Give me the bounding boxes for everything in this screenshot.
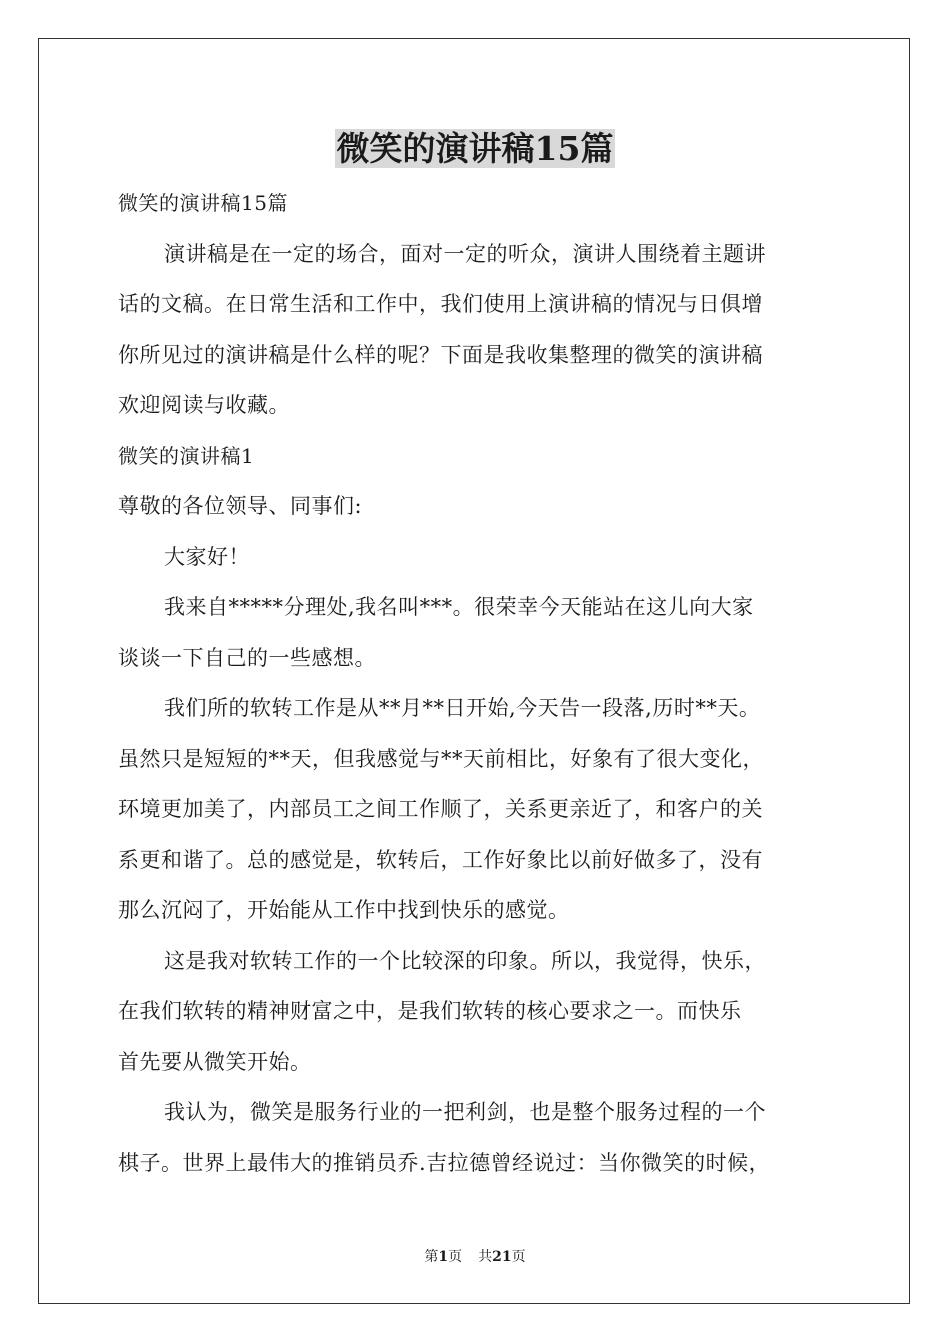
paragraph-line: 欢迎阅读与收藏。	[118, 393, 290, 417]
paragraph-line: 我们所的软转工作是从**月**日开始,今天告一段落,历时**天。	[164, 696, 761, 720]
section-heading: 微笑的演讲稿1	[118, 443, 255, 468]
paragraph-line: 谈谈一下自己的一些感想。	[118, 645, 376, 670]
paragraph-line: 那么沉闷了，开始能从工作中找到快乐的感觉。	[118, 898, 570, 922]
current-page-number: 1	[438, 1249, 449, 1265]
paragraph-line: 话的文稿。在日常生活和工作中，我们使用上演讲稿的情况与日俱增	[118, 292, 763, 316]
paragraph-line: 系更和谐了。总的感觉是，软转后，工作好象比以前好做多了，没有	[118, 847, 763, 872]
paragraph-line: 演讲稿是在一定的场合，面对一定的听众，演讲人围绕着主题讲	[164, 241, 766, 266]
paragraph-line: 虽然只是短短的**天，但我感觉与**天前相比，好象有了很大变化，	[118, 746, 764, 771]
total-label-post: 页	[511, 1249, 526, 1265]
document-body	[118, 178, 842, 1188]
page-label-pre: 第	[424, 1249, 439, 1265]
salutation-line: 尊敬的各位领导、同事们:	[118, 494, 363, 518]
document-title	[0, 124, 950, 174]
paragraph-line: 我来自*****分理处,我名叫***。很荣幸今天能站在这儿向大家	[164, 595, 754, 619]
total-label-pre: 共	[478, 1249, 493, 1265]
paragraph-line: 环境更加美了，内部员工之间工作顺了，关系更亲近了，和客户的关	[118, 797, 763, 821]
page-label-post: 页	[448, 1249, 463, 1265]
paragraph-line: 在我们软转的精神财富之中，是我们软转的核心要求之一。而快乐	[118, 999, 742, 1023]
paragraph-line: 你所见过的演讲稿是什么样的呢？下面是我收集整理的微笑的演讲稿	[118, 342, 763, 367]
paragraph-line: 首先要从微笑开始。	[118, 1049, 312, 1074]
page-footer	[0, 1247, 950, 1267]
greeting-line: 大家好！	[164, 544, 250, 569]
paragraph-line: 棋子。世界上最伟大的推销员乔.吉拉德曾经说过：当你微笑的时候，	[118, 1150, 771, 1175]
paragraph-line: 我认为，微笑是服务行业的一把利剑，也是整个服务过程的一个	[164, 1100, 766, 1124]
total-page-count: 21	[492, 1249, 512, 1265]
paragraph-line: 这是我对软转工作的一个比较深的印象。所以，我觉得，快乐，	[164, 948, 766, 973]
subtitle-line: 微笑的演讲稿15篇	[118, 191, 288, 215]
document-title-text: 微笑的演讲稿15篇	[336, 129, 614, 168]
